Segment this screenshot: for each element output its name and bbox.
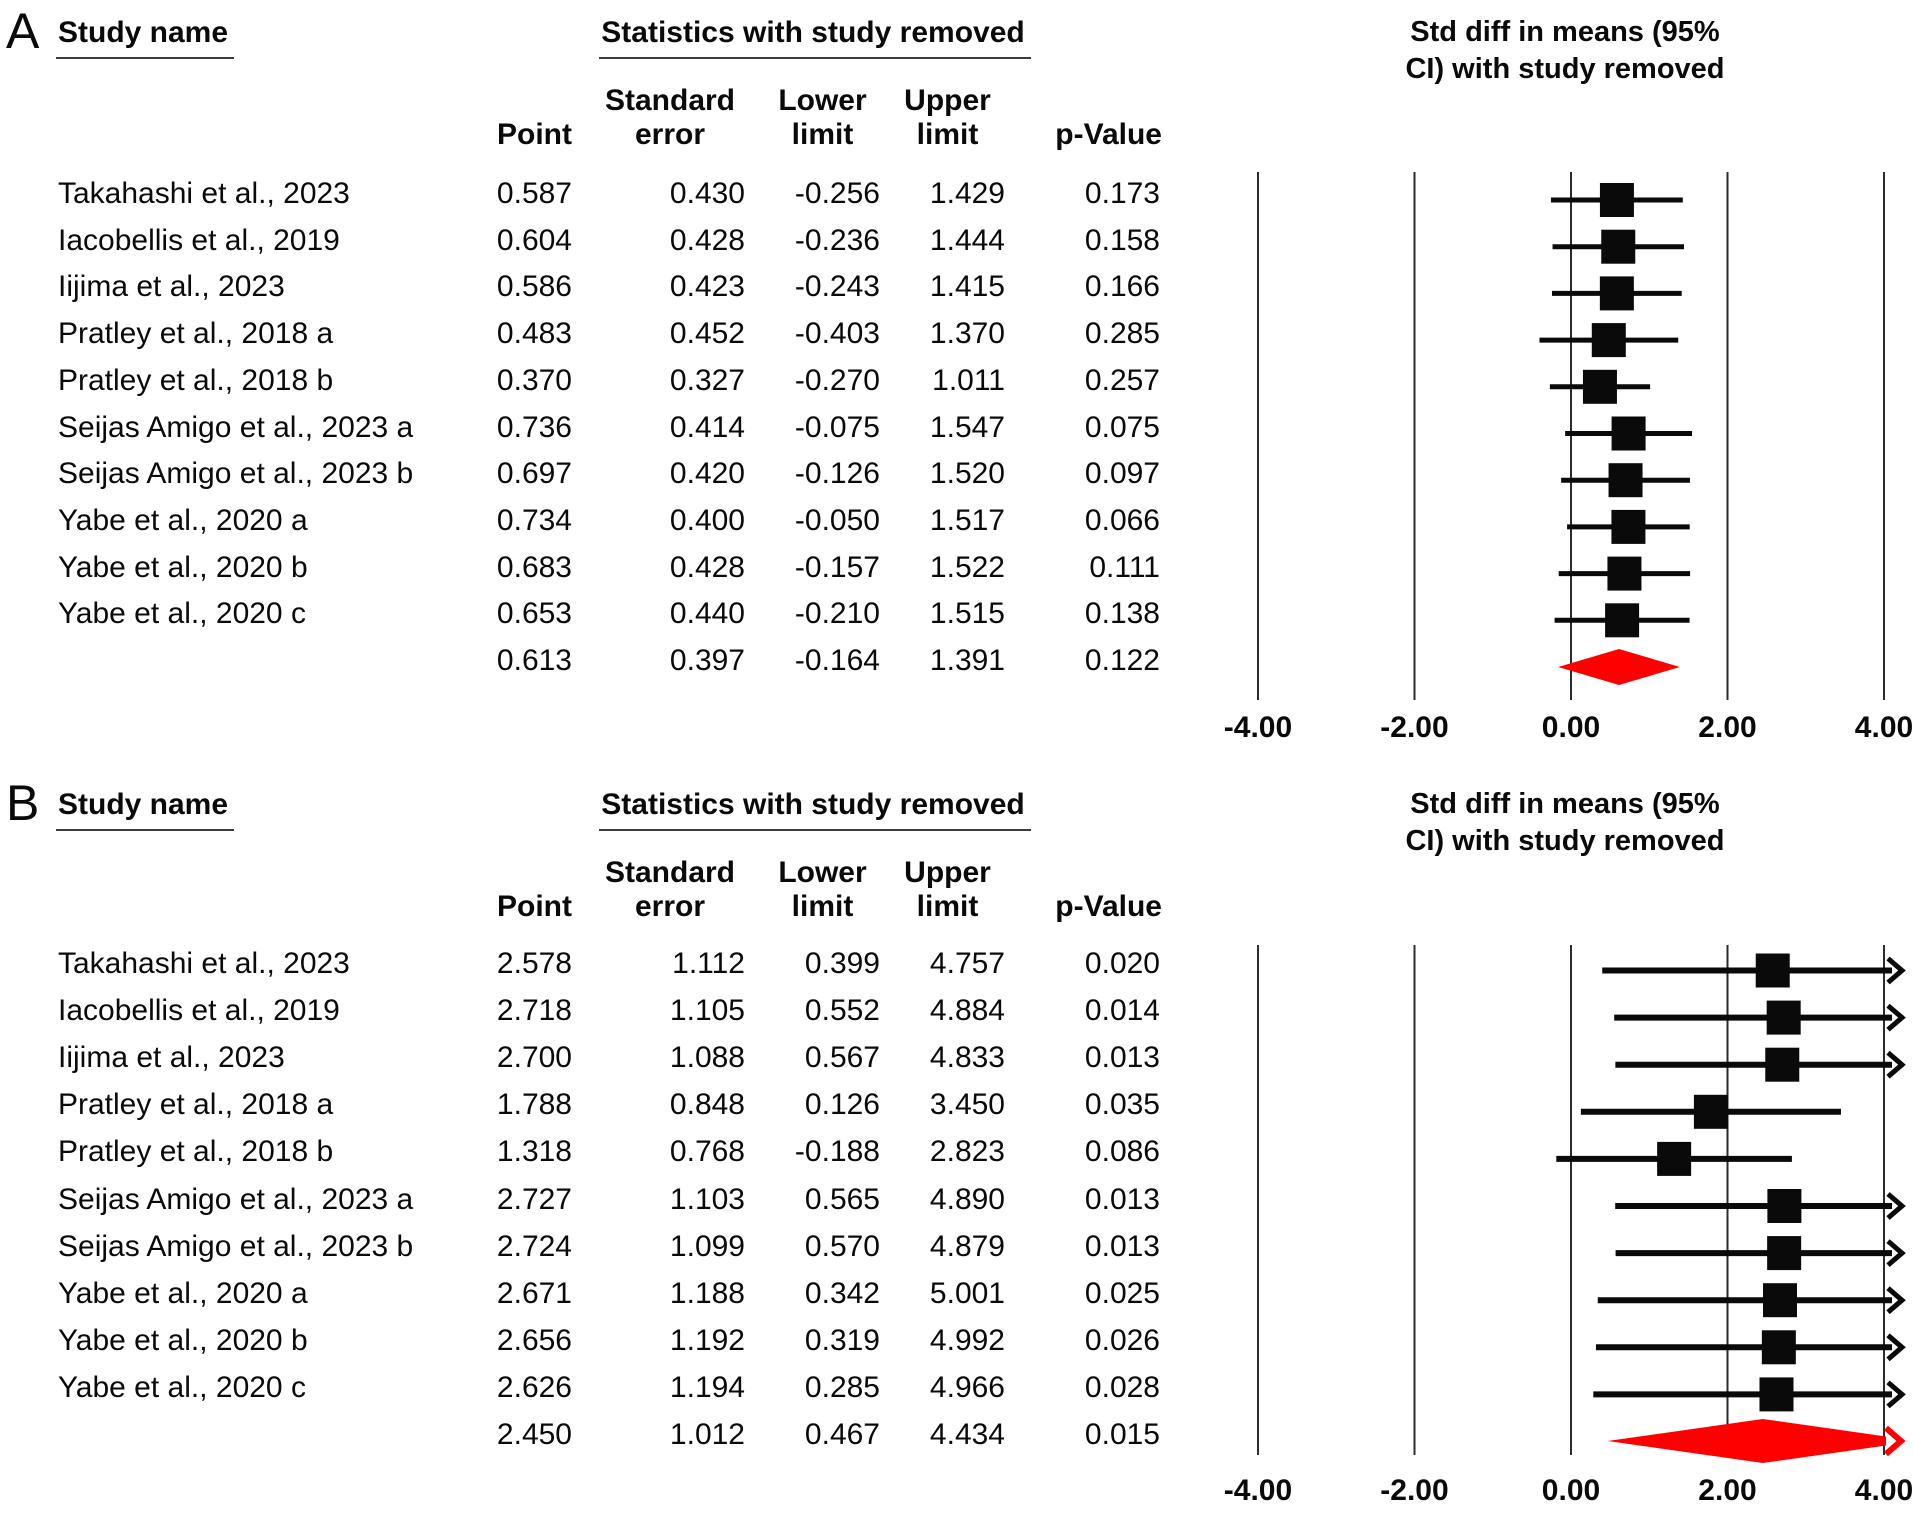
stats-section-header: Statistics with study removed [560, 788, 1070, 831]
upper-limit-value: 1.415 [929, 270, 1005, 304]
point-value: 0.613 [496, 644, 572, 677]
upper-limit-value: 1.515 [929, 597, 1005, 631]
study-name-cell: Takahashi et al., 2023 [58, 947, 350, 980]
panel-b-letter: B [6, 775, 40, 831]
lower-limit-value: 0.570 [804, 1229, 880, 1263]
upper-limit-value: 1.429 [929, 177, 1005, 210]
standard-error-value: 1.112 [672, 947, 745, 980]
upper-limit-value: 5.001 [929, 1276, 1005, 1310]
study-name-cell: Yabe et al., 2020 c [58, 1370, 306, 1404]
study-name-cell: Yabe et al., 2020 a [58, 1276, 308, 1310]
upper-limit-value: 4.879 [929, 1229, 1005, 1263]
lower-limit-value: -0.050 [794, 503, 880, 537]
p-value: 0.025 [1084, 1276, 1160, 1310]
p-value: 0.257 [1084, 363, 1160, 397]
p-value: 0.013 [1084, 1229, 1160, 1263]
study-name-header: Study name [56, 16, 234, 59]
standard-error-value: 0.430 [669, 177, 745, 210]
standard-error-value: 0.423 [669, 270, 745, 304]
upper-limit-value: 4.884 [929, 994, 1005, 1028]
p-value: 0.035 [1084, 1088, 1160, 1122]
lower-limit-value: 0.342 [804, 1276, 880, 1310]
p-value: 0.013 [1084, 1041, 1160, 1075]
study-name-cell: Pratley et al., 2018 a [58, 1088, 334, 1122]
point-value: 0.653 [496, 597, 572, 631]
column-header-p-value: p-Value [1055, 890, 1162, 923]
p-value: 0.166 [1084, 270, 1160, 304]
lower-limit-value: 0.552 [804, 994, 880, 1028]
p-value: 0.285 [1084, 317, 1160, 351]
study-name-cell: Pratley et al., 2018 b [58, 1135, 334, 1169]
p-value: 0.173 [1084, 177, 1160, 210]
lower-limit-value: -0.157 [794, 550, 880, 584]
point-value: 0.683 [496, 550, 572, 584]
axis-tick-label: 4.00 [1854, 711, 1913, 744]
point-estimate-square [1765, 1048, 1799, 1082]
column-header-standard-error: Standard error [604, 856, 736, 923]
lower-limit-value: 0.399 [804, 947, 880, 980]
upper-limit-value: 4.833 [929, 1041, 1005, 1075]
column-header-lower-limit: Lower limit [778, 84, 867, 151]
table-row [0, 1230, 1200, 1277]
column-header-upper-limit: Upper limit [904, 856, 991, 923]
p-value: 0.066 [1084, 503, 1160, 537]
point-value: 0.604 [496, 223, 572, 257]
column-header-point: Point [497, 118, 572, 151]
p-value: 0.122 [1084, 644, 1160, 677]
diamond-right-arrowhead [1886, 1428, 1901, 1454]
point-estimate-square [1657, 1142, 1691, 1176]
standard-error-value: 0.428 [669, 223, 745, 257]
study-name-cell: Yabe et al., 2020 c [58, 597, 306, 631]
plot-header-line2: CI) with study removed [1405, 53, 1725, 85]
point-value: 2.671 [496, 1276, 572, 1310]
lower-limit-value: 0.567 [804, 1041, 880, 1075]
column-header-lower-limit: Lower limit [778, 856, 867, 923]
point-value: 1.788 [496, 1088, 572, 1122]
study-name-cell: Seijas Amigo et al., 2023 b [58, 1229, 414, 1263]
standard-error-value: 1.012 [669, 1418, 745, 1451]
study-name-cell: Seijas Amigo et al., 2023 b [58, 457, 414, 491]
lower-limit-value: -0.164 [794, 644, 880, 677]
point-value: 2.727 [496, 1182, 572, 1216]
lower-limit-value: 0.126 [804, 1088, 880, 1122]
p-value: 0.097 [1084, 457, 1160, 491]
point-value: 0.483 [496, 317, 572, 351]
table-row [0, 1088, 1200, 1135]
p-value: 0.111 [1089, 550, 1160, 584]
panel-b-forest-plot [1160, 935, 1913, 1521]
study-name-cell: Yabe et al., 2020 b [58, 550, 308, 584]
table-row [0, 1371, 1200, 1418]
column-header-standard-error: Standard error [604, 84, 736, 151]
axis-tick-label: -4.00 [1223, 1474, 1293, 1507]
column-header-point: Point [497, 890, 572, 923]
study-name-cell: Yabe et al., 2020 a [58, 503, 308, 537]
upper-limit-value: 1.444 [929, 223, 1005, 257]
axis-tick-label: 0.00 [1541, 711, 1601, 744]
study-name-cell: Iijima et al., 2023 [58, 270, 285, 304]
point-estimate-square [1767, 1189, 1801, 1223]
table-row [0, 1277, 1200, 1324]
study-name-header: Study name [56, 788, 234, 831]
axis-tick-label: 2.00 [1698, 1474, 1757, 1507]
standard-error-value: 0.452 [669, 317, 745, 351]
p-value: 0.014 [1084, 994, 1160, 1028]
upper-limit-value: 1.520 [929, 457, 1005, 491]
standard-error-value: 0.397 [669, 644, 745, 677]
table-row [0, 1324, 1200, 1371]
panel-a-letter: A [6, 3, 40, 59]
study-name-cell: Iijima et al., 2023 [58, 1041, 285, 1075]
upper-limit-value: 1.391 [929, 644, 1005, 677]
point-estimate-square [1694, 1095, 1728, 1129]
upper-limit-value: 1.370 [929, 317, 1005, 351]
standard-error-value: 1.103 [669, 1182, 745, 1216]
point-value: 2.724 [496, 1229, 572, 1263]
plot-header-line1: Std diff in means (95% [1410, 16, 1720, 48]
lower-limit-value: -0.236 [794, 223, 880, 257]
study-name-cell: Pratley et al., 2018 b [58, 363, 334, 397]
p-value: 0.028 [1084, 1370, 1160, 1404]
axis-tick-label: -2.00 [1380, 1474, 1449, 1507]
overall-diamond-group [1608, 1419, 1913, 1463]
axis-tick-label: -4.00 [1223, 711, 1293, 744]
standard-error-value: 0.327 [669, 363, 745, 397]
p-value: 0.013 [1084, 1182, 1160, 1216]
standard-error-value: 1.188 [669, 1276, 745, 1310]
study-name-cell: Takahashi et al., 2023 [58, 177, 350, 210]
lower-limit-value: -0.210 [794, 597, 880, 631]
lower-limit-value: 0.285 [804, 1370, 880, 1404]
standard-error-value: 1.105 [669, 994, 745, 1028]
standard-error-value: 0.428 [669, 550, 745, 584]
lower-limit-value: -0.403 [794, 317, 880, 351]
column-header-upper-limit: Upper limit [904, 84, 991, 151]
point-value: 0.370 [496, 363, 572, 397]
lower-limit-value: -0.075 [794, 410, 880, 444]
standard-error-value: 0.400 [669, 503, 745, 537]
standard-error-value: 0.440 [669, 597, 745, 631]
study-name-cell: Seijas Amigo et al., 2023 a [58, 410, 414, 444]
point-value: 2.626 [496, 1370, 572, 1404]
p-value: 0.138 [1084, 597, 1160, 631]
p-value: 0.026 [1084, 1323, 1160, 1357]
table-row [0, 1135, 1200, 1182]
axis-tick-label: 4.00 [1854, 1474, 1913, 1507]
study-name-cell: Yabe et al., 2020 b [58, 1323, 308, 1357]
table-row [0, 1041, 1200, 1088]
p-value: 0.086 [1084, 1135, 1160, 1169]
study-name-cell: Iacobellis et al., 2019 [58, 223, 340, 257]
point-estimate-square [1759, 1377, 1793, 1411]
upper-limit-value: 4.966 [929, 1370, 1005, 1404]
point-estimate-square [1767, 1001, 1801, 1035]
lower-limit-value: -0.188 [794, 1135, 880, 1169]
point-value: 2.718 [496, 994, 572, 1028]
point-value: 2.450 [496, 1418, 572, 1451]
standard-error-value: 1.099 [669, 1229, 745, 1263]
upper-limit-value: 1.011 [932, 363, 1005, 397]
standard-error-value: 0.768 [669, 1135, 745, 1169]
point-value: 0.587 [496, 177, 572, 210]
overall-diamond [1608, 1419, 1913, 1463]
lower-limit-value: 0.565 [804, 1182, 880, 1216]
point-value: 2.656 [496, 1323, 572, 1357]
lower-limit-value: -0.126 [794, 457, 880, 491]
standard-error-value: 0.848 [669, 1088, 745, 1122]
upper-limit-value: 1.517 [929, 503, 1005, 537]
point-estimate-square [1763, 1283, 1797, 1317]
standard-error-value: 0.414 [669, 410, 745, 444]
point-estimate-square [1756, 954, 1790, 988]
standard-error-value: 1.194 [669, 1370, 745, 1404]
standard-error-value: 0.420 [669, 457, 745, 491]
point-value: 0.734 [496, 503, 572, 537]
upper-limit-value: 4.434 [929, 1418, 1005, 1451]
study-name-cell: Pratley et al., 2018 a [58, 317, 334, 351]
point-value: 1.318 [496, 1135, 572, 1169]
point-value: 2.700 [496, 1041, 572, 1075]
plot-header-line1: Std diff in means (95% [1410, 788, 1720, 820]
table-row [0, 994, 1200, 1041]
p-value: 0.158 [1084, 223, 1160, 257]
p-value: 0.075 [1084, 410, 1160, 444]
lower-limit-value: 0.319 [804, 1323, 880, 1357]
upper-limit-value: 1.547 [929, 410, 1005, 444]
upper-limit-value: 4.992 [929, 1323, 1005, 1357]
point-value: 2.578 [496, 947, 572, 980]
study-name-cell: Seijas Amigo et al., 2023 a [58, 1182, 414, 1216]
lower-limit-value: -0.270 [794, 363, 880, 397]
overall-row [0, 1418, 1200, 1465]
lower-limit-value: -0.256 [794, 177, 880, 210]
upper-limit-value: 3.450 [929, 1088, 1005, 1122]
p-value: 0.015 [1084, 1418, 1160, 1451]
p-value: 0.020 [1084, 947, 1160, 980]
standard-error-value: 1.192 [669, 1323, 745, 1357]
axis-tick-label: -2.00 [1380, 711, 1449, 744]
standard-error-value: 1.088 [669, 1041, 745, 1075]
lower-limit-value: -0.243 [794, 270, 880, 304]
column-header-p-value: p-Value [1055, 118, 1162, 151]
plot-header-line2: CI) with study removed [1405, 825, 1725, 857]
point-value: 0.697 [496, 457, 572, 491]
point-value: 0.586 [496, 270, 572, 304]
upper-limit-value: 4.757 [929, 947, 1005, 980]
point-estimate-square [1762, 1330, 1796, 1364]
upper-limit-value: 1.522 [929, 550, 1005, 584]
point-value: 0.736 [496, 410, 572, 444]
point-estimate-square [1767, 1236, 1801, 1270]
lower-limit-value: 0.467 [804, 1418, 880, 1451]
stats-section-header: Statistics with study removed [560, 16, 1070, 59]
table-row [0, 1183, 1200, 1230]
axis-tick-label: 0.00 [1541, 1474, 1601, 1507]
study-name-cell: Iacobellis et al., 2019 [58, 994, 340, 1028]
upper-limit-value: 2.823 [929, 1135, 1005, 1169]
axis-tick-label: 2.00 [1698, 711, 1757, 744]
upper-limit-value: 4.890 [929, 1182, 1005, 1216]
table-row [0, 947, 1200, 994]
